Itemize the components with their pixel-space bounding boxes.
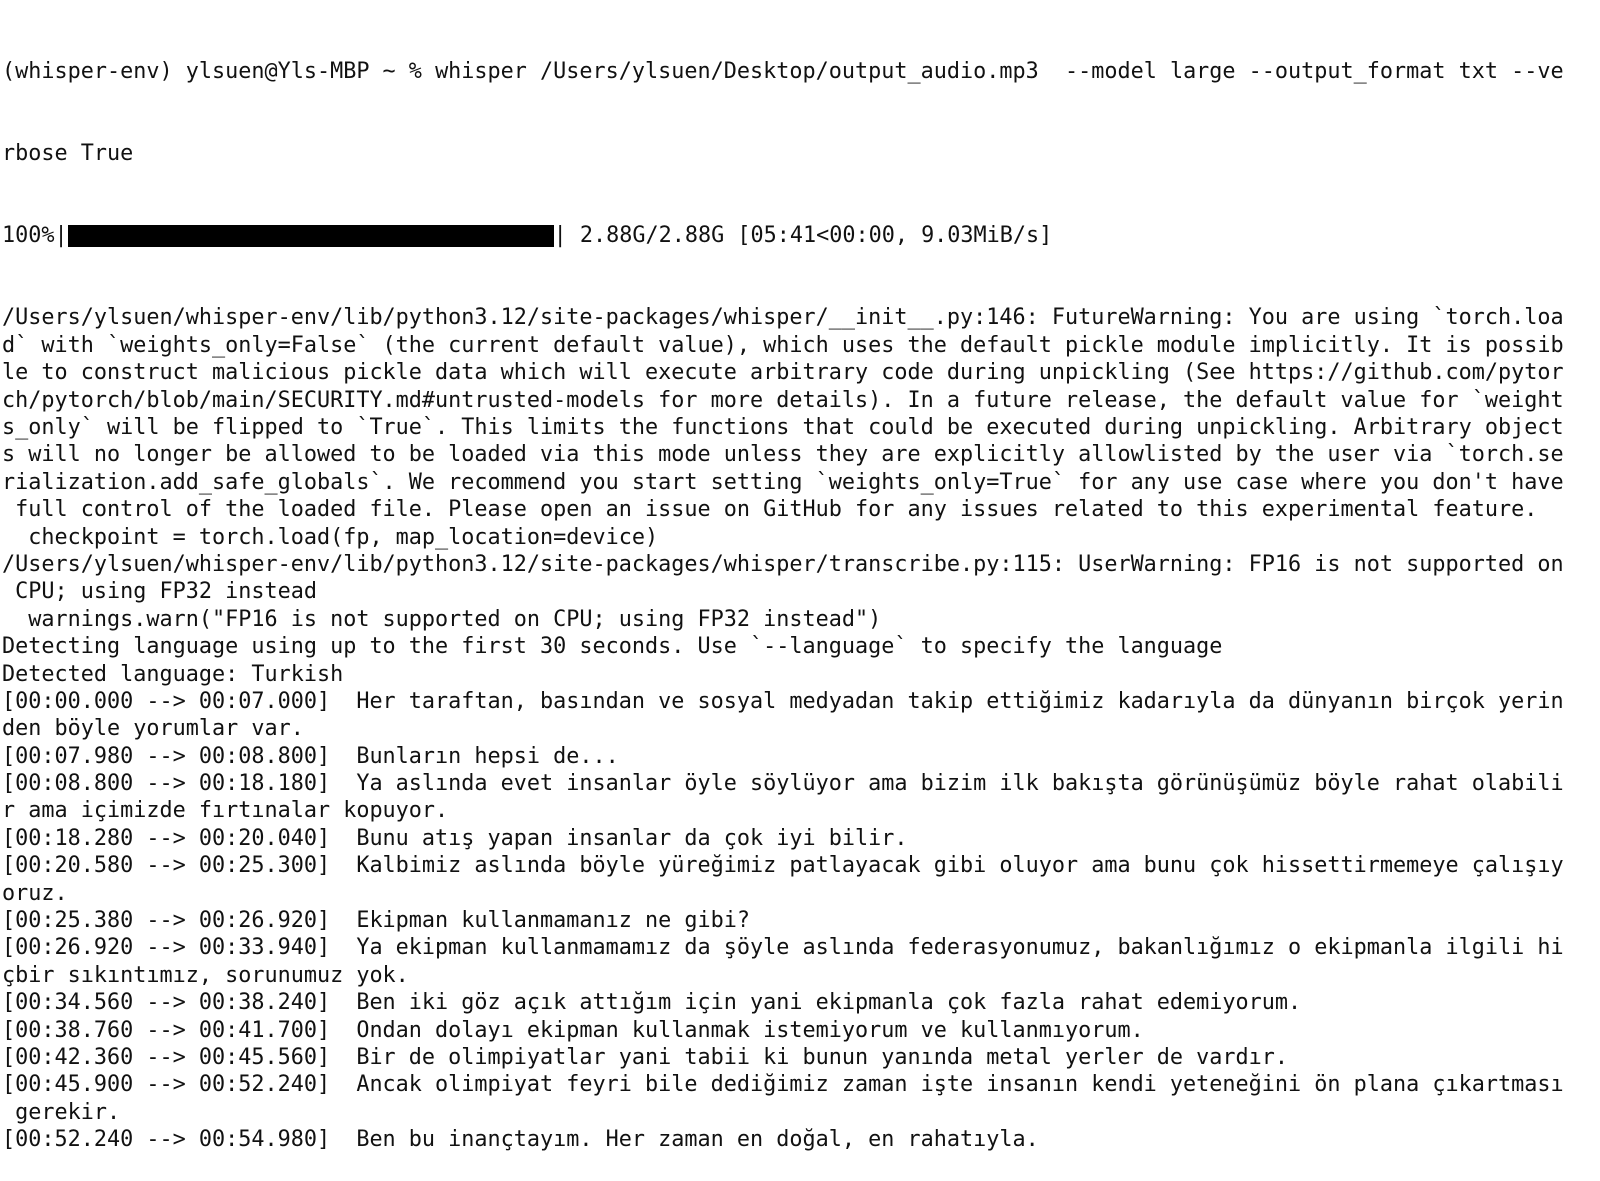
- output-line: gerekir.: [2, 1099, 121, 1125]
- output-line: checkpoint = torch.load(fp, map_location=device): [2, 524, 659, 550]
- output-line: CPU; using FP32 instead: [2, 579, 317, 605]
- output-line: [00:00.000 --> 00:07.000] Her taraftan, basından ve sosyal medyadan takip ettiğimiz kadarıyla da dünyanın birçok yerin: [2, 688, 1564, 714]
- output-line: [00:18.280 --> 00:20.040] Bunu atış yapan insanlar da çok iyi bilir.: [2, 825, 908, 851]
- progress-percent: 100%|: [2, 223, 68, 249]
- progress-stats: | 2.88G/2.88G [05:41<00:00, 9.03MiB/s]: [553, 223, 1053, 249]
- output-line: ch/pytorch/blob/main/SECURITY.md#untrusted-models for more details). In a future release, the default value for `weight: [2, 387, 1564, 413]
- terminal-output[interactable]: [2, 3, 1598, 1181]
- output-line: [00:08.800 --> 00:18.180] Ya aslında evet insanlar öyle söylüyor ama bizim ilk bakışta görünüşümüz böyle rahat olabili: [2, 771, 1564, 797]
- command-line-wrap: rbose True: [2, 141, 134, 167]
- shell-prompt: (whisper-env) ylsuen@Yls-MBP ~ %: [2, 58, 436, 84]
- output-line: warnings.warn("FP16 is not supported on CPU; using FP32 instead"): [2, 606, 882, 632]
- output-line: oruz.: [2, 880, 68, 906]
- output-lines: [2, 304, 1598, 1153]
- output-line: [00:42.360 --> 00:45.560] Bir de olimpiyatlar yani tabii ki bunun yanında metal yerler de vardır.: [2, 1044, 1289, 1070]
- output-line: s_only` will be flipped to `True`. This limits the functions that could be executed during unpickling. Arbitrary object: [2, 414, 1564, 440]
- output-line: d` with `weights_only=False` (the current default value), which uses the default pickle module implicitly. It is possib: [2, 332, 1564, 358]
- output-line: /Users/ylsuen/whisper-env/lib/python3.12/site-packages/whisper/__init__.py:146: FutureWarning: You are using `torch.loa: [2, 305, 1564, 331]
- progress-bar: [68, 225, 554, 247]
- output-line: [00:38.760 --> 00:41.700] Ondan dolayı ekipman kullanmak istemiyorum ve kullanmıyorum.: [2, 1017, 1144, 1043]
- output-line: [00:34.560 --> 00:38.240] Ben iki göz açık attığım için yani ekipmanla çok fazla rahat edemiyorum.: [2, 990, 1302, 1016]
- command-text: whisper /Users/ylsuen/Desktop/output_audio.mp3 --model large --output_format txt --ve: [435, 58, 1564, 84]
- output-line: [00:07.980 --> 00:08.800] Bunların hepsi de...: [2, 743, 619, 769]
- output-line: rialization.add_safe_globals`. We recommend you start setting `weights_only=True` for any use case where you don't have: [2, 469, 1564, 495]
- output-line: den böyle yorumlar var.: [2, 716, 304, 742]
- output-line: /Users/ylsuen/whisper-env/lib/python3.12/site-packages/whisper/transcribe.py:115: UserWarning: FP16 is not supported on: [2, 551, 1564, 577]
- output-line: s will no longer be allowed to be loaded via this mode unless they are explicitly allowlisted by the user via `torch.se: [2, 442, 1564, 468]
- download-progress: [2, 222, 1598, 249]
- output-line: Detecting language using up to the first 30 seconds. Use `--language` to specify the language: [2, 634, 1223, 660]
- command-line: [2, 58, 1598, 85]
- output-line: çbir sıkıntımız, sorunumuz yok.: [2, 962, 409, 988]
- output-line: full control of the loaded file. Please open an issue on GitHub for any issues related to this experimental feature.: [2, 497, 1538, 523]
- output-line: r ama içimizde fırtınalar kopuyor.: [2, 798, 449, 824]
- output-line: [00:26.920 --> 00:33.940] Ya ekipman kullanmamamız da şöyle aslında federasyonumuz, bakanlığımız o ekipmanla ilgili hi: [2, 935, 1564, 961]
- output-line: [00:20.580 --> 00:25.300] Kalbimiz aslında böyle yüreğimiz patlayacak gibi oluyor ama bunu çok hissettirmemeye çalışıy: [2, 853, 1564, 879]
- output-line: Detected language: Turkish: [2, 661, 344, 687]
- output-line: [00:25.380 --> 00:26.920] Ekipman kullanmamanız ne gibi?: [2, 908, 751, 934]
- output-line: [00:52.240 --> 00:54.980] Ben bu inançtayım. Her zaman en doğal, en rahatıyla.: [2, 1127, 1039, 1153]
- output-line: le to construct malicious pickle data which will execute arbitrary code during unpickling (See https://github.com/pytor: [2, 360, 1564, 386]
- output-line: [00:45.900 --> 00:52.240] Ancak olimpiyat feyri bile dediğimiz zaman işte insanın kendi yeteneğini ön plana çıkartması: [2, 1072, 1564, 1098]
